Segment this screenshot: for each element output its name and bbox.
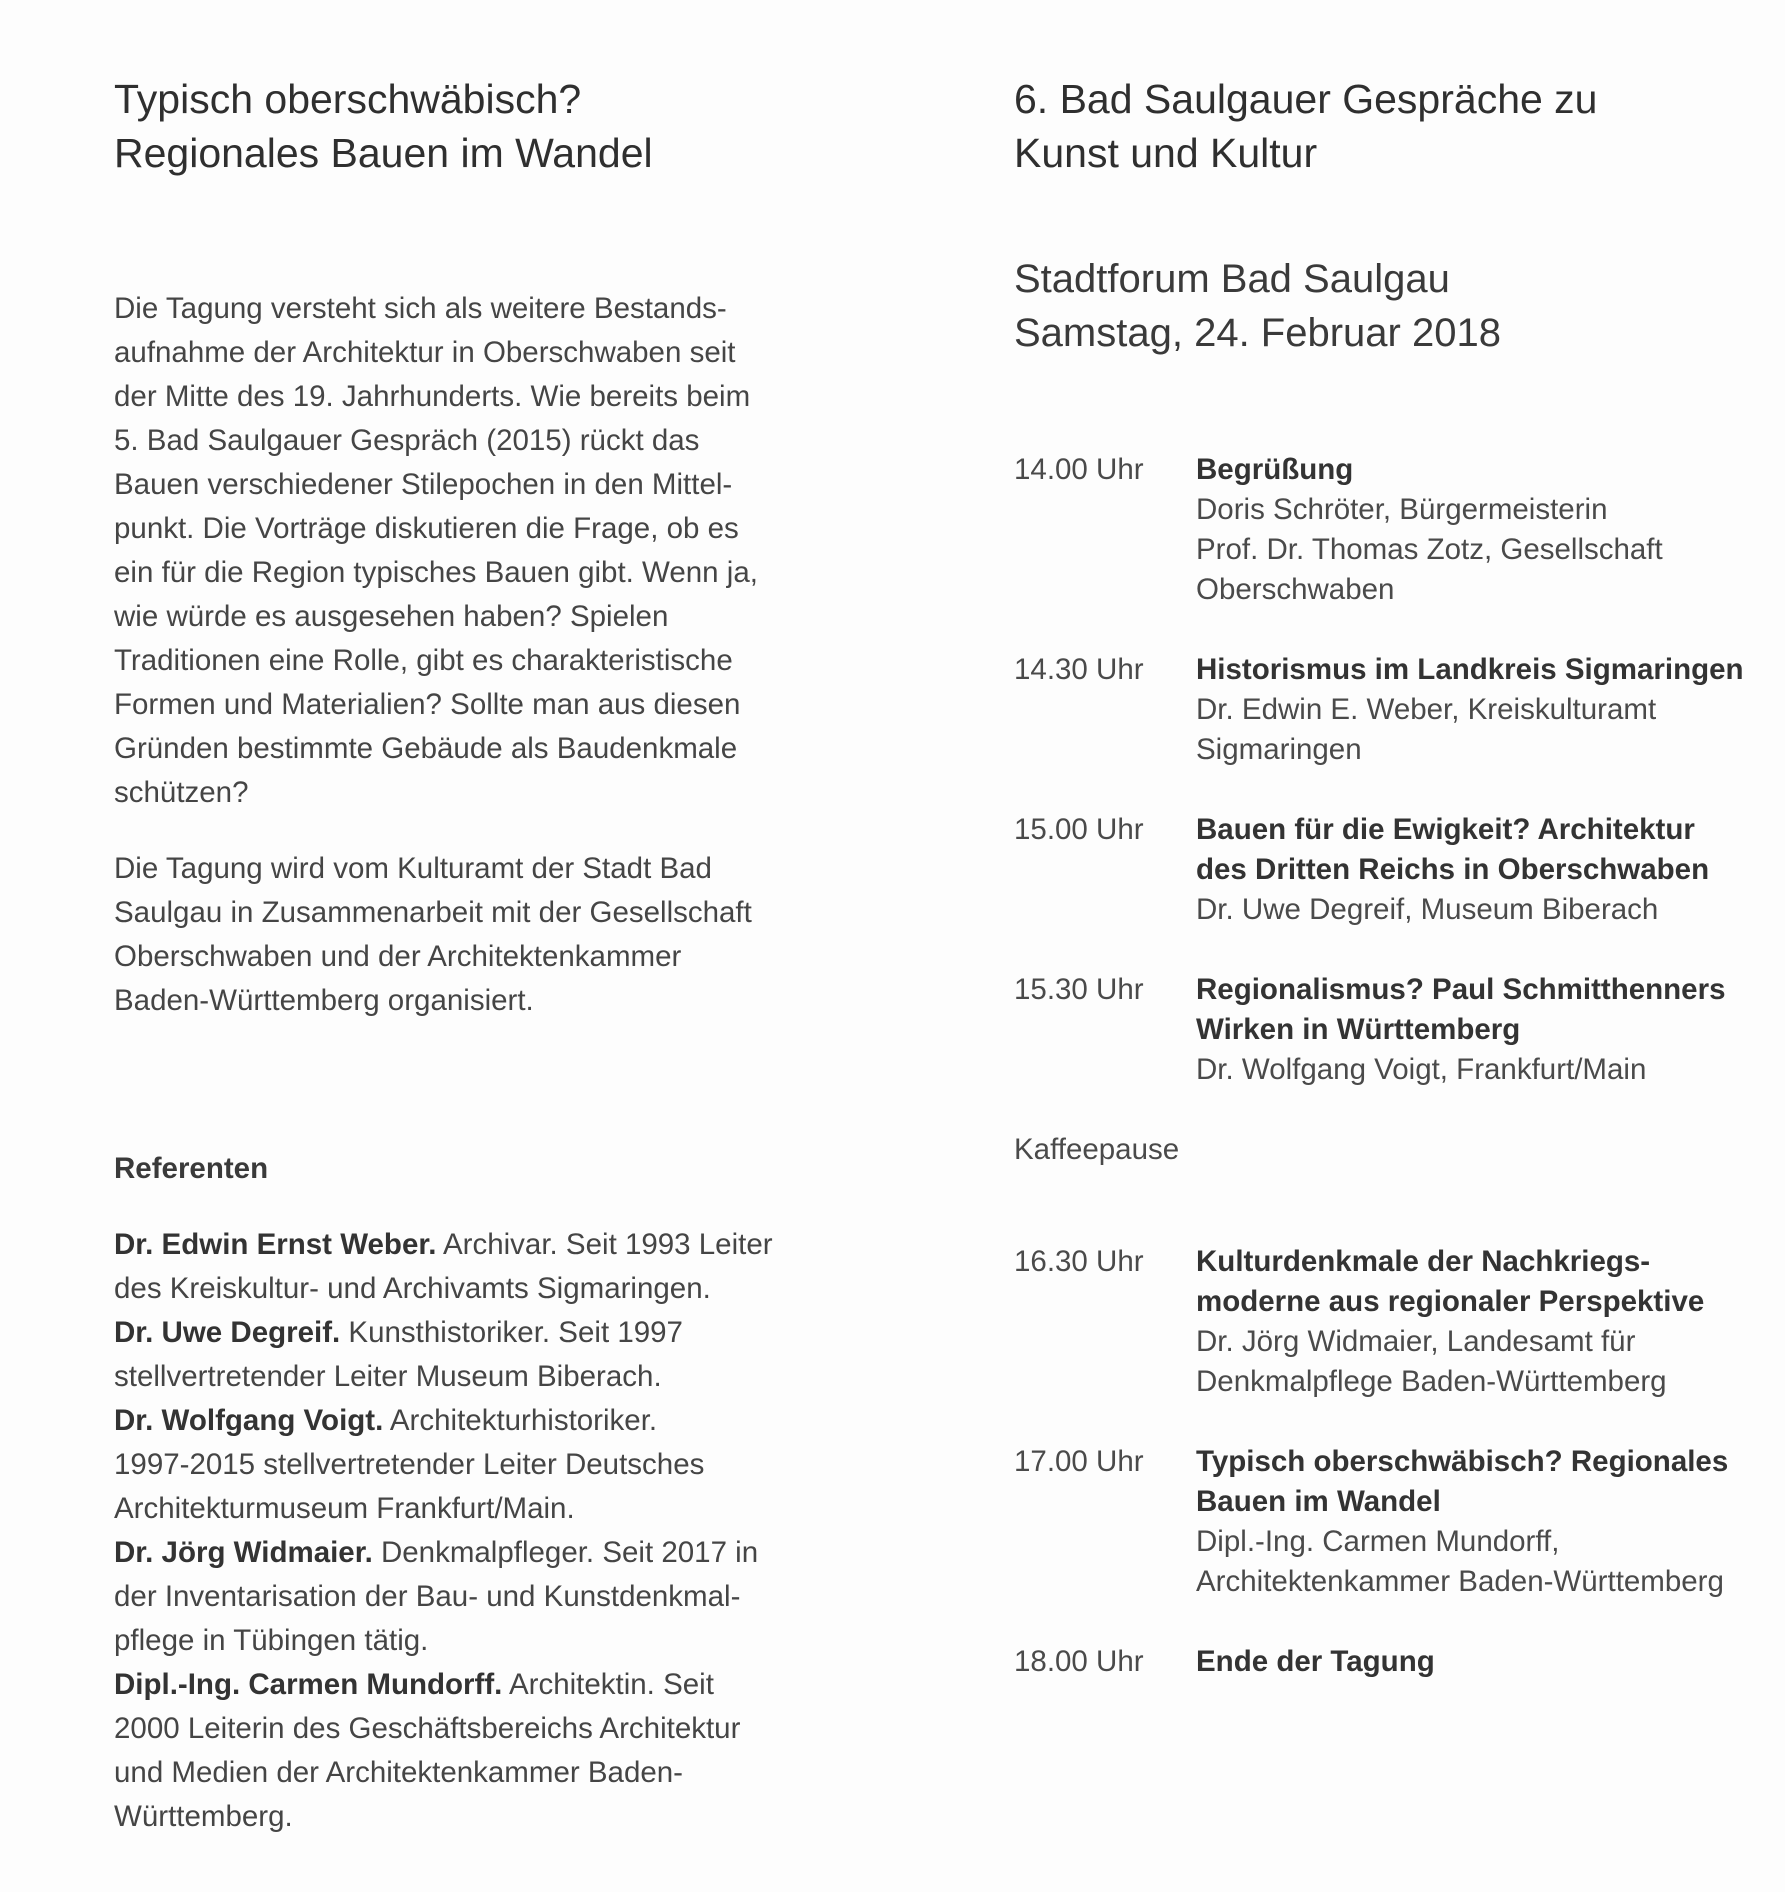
series-title — [1014, 72, 1785, 180]
text-line: Saulgau in Zusammenarbeit mit der Gesellschaft — [114, 896, 752, 929]
program-schedule — [1014, 450, 1785, 1682]
slot-time: 16.30 Uhr — [1014, 1245, 1144, 1278]
text-line: Württemberg. — [114, 1800, 293, 1833]
referenten-heading: Referenten — [114, 1152, 269, 1185]
slot-title — [1196, 810, 1785, 890]
slot-title — [1196, 1242, 1785, 1322]
text-line: schützen? — [114, 776, 249, 809]
slot-title-line: Wirken in Württemberg — [1196, 1013, 1521, 1046]
text-line: Bauen verschiedener Stilepochen in den Mittel- — [114, 468, 733, 501]
title-line: 6. Bad Saulgauer Gespräche zu — [1014, 76, 1598, 122]
slot-title-line: Typisch oberschwäbisch? Regionales — [1196, 1445, 1729, 1478]
slot-time: 15.30 Uhr — [1014, 973, 1144, 1006]
referent-role: Architektin. Seit — [502, 1668, 714, 1701]
speaker-line: Dr. Uwe Degreif, Museum Biberach — [1196, 893, 1659, 926]
referent-entry — [114, 1531, 844, 1663]
date-line: Samstag, 24. Februar 2018 — [1014, 311, 1501, 355]
venue-line: Stadtforum Bad Saulgau — [1014, 257, 1450, 301]
referent-entry — [114, 1311, 844, 1399]
slot-title — [1196, 1642, 1785, 1682]
speaker-line: Sigmaringen — [1196, 733, 1362, 766]
text-line: Oberschwaben und der Architektenkammer — [114, 940, 682, 973]
organizer-paragraph — [114, 847, 844, 1023]
conference-title — [114, 72, 844, 180]
referent-name: Dipl.-Ing. Carmen Mundorff. — [114, 1668, 503, 1701]
slot-title — [1196, 450, 1785, 490]
text-line: 1997-2015 stellvertretender Leiter Deutsches — [114, 1448, 705, 1481]
text-line: Die Tagung wird vom Kulturamt der Stadt Bad — [114, 852, 712, 885]
slot-title — [1196, 650, 1785, 690]
schedule-slot — [1014, 650, 1785, 770]
speaker-line: Architektenkammer Baden-Württemberg — [1196, 1565, 1724, 1598]
schedule-slot — [1014, 1242, 1785, 1402]
slot-time: 14.00 Uhr — [1014, 453, 1144, 486]
speaker-line: Dipl.-Ing. Carmen Mundorff, — [1196, 1525, 1560, 1558]
text-line: Die Tagung versteht sich als weitere Bestands- — [114, 292, 727, 325]
coffee-break: Kaffeepause — [1014, 1133, 1180, 1166]
schedule-slot — [1014, 810, 1785, 930]
speaker-line: Dr. Jörg Widmaier, Landesamt für — [1196, 1325, 1636, 1358]
referent-entry — [114, 1399, 844, 1531]
text-line: Baden-Württemberg organisiert. — [114, 984, 534, 1017]
slot-title-line: Historismus im Landkreis Sigmaringen — [1196, 653, 1744, 686]
text-line: aufnahme der Architektur in Oberschwaben seit — [114, 336, 736, 369]
slot-time: 18.00 Uhr — [1014, 1645, 1144, 1678]
slot-speaker — [1196, 490, 1785, 610]
slot-title-line: Begrüßung — [1196, 453, 1354, 486]
referenten-list — [114, 1223, 844, 1839]
speaker-line: Dr. Edwin E. Weber, Kreiskulturamt — [1196, 693, 1657, 726]
slot-title-line: Kulturdenkmale der Nachkriegs- — [1196, 1245, 1651, 1278]
text-line: Architekturmuseum Frankfurt/Main. — [114, 1492, 575, 1525]
referent-role: Architekturhistoriker. — [383, 1404, 658, 1437]
venue-date — [1014, 252, 1785, 360]
slot-title — [1196, 1442, 1785, 1522]
title-line: Kunst und Kultur — [1014, 130, 1318, 176]
slot-speaker — [1196, 690, 1785, 770]
text-line: und Medien der Architektenkammer Baden- — [114, 1756, 683, 1789]
text-line: Formen und Materialien? Sollte man aus diesen — [114, 688, 741, 721]
intro-paragraph — [114, 287, 844, 815]
text-line: Traditionen eine Rolle, gibt es charakteristische — [114, 644, 733, 677]
text-line: ein für die Region typisches Bauen gibt. Wenn ja, — [114, 556, 758, 589]
referent-name: Dr. Wolfgang Voigt. — [114, 1404, 384, 1437]
referent-role: Denkmalpfleger. Seit 2017 in — [372, 1536, 759, 1569]
text-line: wie würde es ausgesehen haben? Spielen — [114, 600, 669, 633]
schedule-slot — [1014, 450, 1785, 610]
slot-title-line: Bauen im Wandel — [1196, 1485, 1441, 1518]
slot-time: 17.00 Uhr — [1014, 1445, 1144, 1478]
slot-time: 15.00 Uhr — [1014, 813, 1144, 846]
title-line: Regionales Bauen im Wandel — [114, 130, 653, 176]
text-line: Gründen bestimmte Gebäude als Baudenkmale — [114, 732, 738, 765]
text-line: 2000 Leiterin des Geschäftsbereichs Architektur — [114, 1712, 741, 1745]
text-line: des Kreiskultur- und Archivamts Sigmaringen. — [114, 1272, 711, 1305]
slot-title-line: Regionalismus? Paul Schmitthenners — [1196, 973, 1726, 1006]
slot-title-line: Ende der Tagung — [1196, 1645, 1435, 1678]
slot-title-line: Bauen für die Ewigkeit? Architektur — [1196, 813, 1695, 846]
referent-name: Dr. Jörg Widmaier. — [114, 1536, 373, 1569]
slot-speaker — [1196, 890, 1785, 930]
referent-entry — [114, 1663, 844, 1839]
slot-speaker — [1196, 1322, 1785, 1402]
text-line: 5. Bad Saulgauer Gespräch (2015) rückt das — [114, 424, 700, 457]
schedule-slot — [1014, 1642, 1785, 1682]
speaker-line: Prof. Dr. Thomas Zotz, Gesellschaft — [1196, 533, 1663, 566]
slot-title-line: moderne aus regionaler Perspektive — [1196, 1285, 1705, 1318]
referent-name: Dr. Uwe Degreif. — [114, 1316, 341, 1349]
text-line: stellvertretender Leiter Museum Biberach. — [114, 1360, 662, 1393]
text-line: pflege in Tübingen tätig. — [114, 1624, 429, 1657]
speaker-line: Oberschwaben — [1196, 573, 1395, 606]
referent-role: Archivar. Seit 1993 Leiter — [436, 1228, 773, 1261]
speaker-line: Denkmalpflege Baden-Württemberg — [1196, 1365, 1667, 1398]
referent-entry — [114, 1223, 844, 1311]
text-line: der Inventarisation der Bau- und Kunstdenkmal- — [114, 1580, 741, 1613]
slot-time: 14.30 Uhr — [1014, 653, 1144, 686]
title-line: Typisch oberschwäbisch? — [114, 76, 582, 122]
slot-title — [1196, 970, 1785, 1050]
slot-speaker — [1196, 1522, 1785, 1602]
left-column — [114, 72, 844, 1839]
right-column — [1014, 72, 1785, 1832]
slot-speaker — [1196, 1050, 1785, 1090]
text-line: punkt. Die Vorträge diskutieren die Frage, ob es — [114, 512, 739, 545]
schedule-slot — [1014, 970, 1785, 1090]
schedule-slot — [1014, 1442, 1785, 1602]
referent-role: Kunsthistoriker. Seit 1997 — [340, 1316, 683, 1349]
speaker-line: Doris Schröter, Bürgermeisterin — [1196, 493, 1608, 526]
slot-title-line: des Dritten Reichs in Oberschwaben — [1196, 853, 1710, 886]
text-line: der Mitte des 19. Jahrhunderts. Wie bereits beim — [114, 380, 751, 413]
speaker-line: Dr. Wolfgang Voigt, Frankfurt/Main — [1196, 1053, 1647, 1086]
referent-name: Dr. Edwin Ernst Weber. — [114, 1228, 437, 1261]
